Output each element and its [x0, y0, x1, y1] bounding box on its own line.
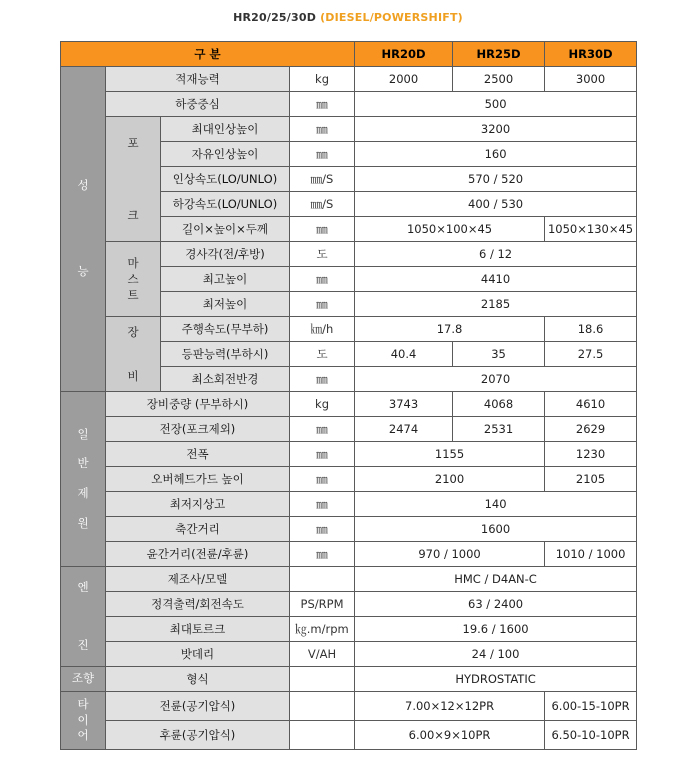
- table-row: [61, 542, 637, 567]
- value-hr20d: 2474: [355, 417, 453, 442]
- category-fork: 포 크: [106, 117, 161, 242]
- value-all: 1600: [355, 517, 637, 542]
- row-unit: ㎜: [290, 542, 355, 567]
- value-hr20d-hr25d: 7.00×12×12PR: [355, 692, 545, 721]
- spec-table: [60, 41, 637, 750]
- value-all: 160: [355, 142, 637, 167]
- row-unit: 도: [290, 342, 355, 367]
- value-hr30d: 1010 / 1000: [545, 542, 637, 567]
- row-label: 적재능력: [106, 67, 290, 92]
- row-label: 주행속도(무부하): [161, 317, 290, 342]
- row-label: 하중중심: [106, 92, 290, 117]
- value-all: 19.6 / 1600: [355, 617, 637, 642]
- value-hr25d: 2500: [453, 67, 545, 92]
- header-category: 구 분: [61, 42, 355, 67]
- value-all: 3200: [355, 117, 637, 142]
- table-row: [61, 442, 637, 467]
- row-label: 전폭: [106, 442, 290, 467]
- value-hr20d: 2000: [355, 67, 453, 92]
- row-unit: ㎜/S: [290, 167, 355, 192]
- value-hr30d: 2105: [545, 467, 637, 492]
- row-label: 후륜(공기압식): [106, 721, 290, 750]
- row-unit: ㎜: [290, 442, 355, 467]
- row-label: 밧데리: [106, 642, 290, 667]
- value-hr20d-hr25d: 17.8: [355, 317, 545, 342]
- row-unit: ㎜: [290, 417, 355, 442]
- row-unit: [290, 667, 355, 692]
- row-label: 축간거리: [106, 517, 290, 542]
- row-label: 제조사/모델: [106, 567, 290, 592]
- category-equipment: 장 비: [106, 317, 161, 392]
- value-all: 570 / 520: [355, 167, 637, 192]
- value-all: 2070: [355, 367, 637, 392]
- value-hr20d-hr25d: 1155: [355, 442, 545, 467]
- table-row: [61, 721, 637, 750]
- row-unit: ㎜: [290, 492, 355, 517]
- header-model-hr30d: HR30D: [545, 42, 637, 67]
- category-engine: 엔 진: [61, 567, 106, 667]
- value-hr20d-hr25d: 2100: [355, 467, 545, 492]
- category-steering: 조향: [61, 667, 106, 692]
- value-all: 500: [355, 92, 637, 117]
- row-unit: ㎏.m/rpm: [290, 617, 355, 642]
- value-hr20d: 3743: [355, 392, 453, 417]
- row-label: 자유인상높이: [161, 142, 290, 167]
- row-label: 오버헤드가드 높이: [106, 467, 290, 492]
- row-unit: kg: [290, 392, 355, 417]
- row-unit: ㎜: [290, 292, 355, 317]
- table-row: [61, 67, 637, 92]
- table-header-row: [61, 42, 637, 67]
- table-row: [61, 517, 637, 542]
- row-label: 정격출력/회전속도: [106, 592, 290, 617]
- row-label: 등판능력(부하시): [161, 342, 290, 367]
- value-all: 400 / 530: [355, 192, 637, 217]
- value-all: 4410: [355, 267, 637, 292]
- table-row: [61, 317, 637, 342]
- value-all: 2185: [355, 292, 637, 317]
- value-all: 63 / 2400: [355, 592, 637, 617]
- table-row: [61, 592, 637, 617]
- value-hr30d: 18.6: [545, 317, 637, 342]
- row-label: 인상속도(LO/UNLO): [161, 167, 290, 192]
- row-label: 전장(포크제외): [106, 417, 290, 442]
- value-hr20d-hr25d: 970 / 1000: [355, 542, 545, 567]
- table-row: [61, 642, 637, 667]
- row-label: 최대토르크: [106, 617, 290, 642]
- row-label: 장비중량 (무부하시): [106, 392, 290, 417]
- row-label: 경사각(전/후방): [161, 242, 290, 267]
- row-label: 최대인상높이: [161, 117, 290, 142]
- row-unit: PS/RPM: [290, 592, 355, 617]
- table-row: [61, 392, 637, 417]
- row-label: 길이×높이×두께: [161, 217, 290, 242]
- value-hr20d-hr25d: 1050×100×45: [355, 217, 545, 242]
- value-hr30d: 27.5: [545, 342, 637, 367]
- value-hr25d: 4068: [453, 392, 545, 417]
- header-model-hr25d: HR25D: [453, 42, 545, 67]
- value-all: 24 / 100: [355, 642, 637, 667]
- row-label: 최저높이: [161, 292, 290, 317]
- category-performance: 성 능: [61, 67, 106, 392]
- row-unit: ㎜: [290, 142, 355, 167]
- row-unit: [290, 721, 355, 750]
- table-row: [61, 567, 637, 592]
- page-title: [0, 11, 696, 24]
- model-subtitle: (DIESEL/POWERSHIFT): [320, 11, 463, 24]
- row-unit: ㎜/S: [290, 192, 355, 217]
- value-all: HYDROSTATIC: [355, 667, 637, 692]
- row-unit: [290, 567, 355, 592]
- value-hr30d: 4610: [545, 392, 637, 417]
- value-all: 6 / 12: [355, 242, 637, 267]
- row-unit: ㎜: [290, 367, 355, 392]
- row-unit: ㎜: [290, 117, 355, 142]
- table-row: [61, 417, 637, 442]
- table-row: [61, 492, 637, 517]
- value-hr30d: 3000: [545, 67, 637, 92]
- row-unit: [290, 692, 355, 721]
- table-row: [61, 92, 637, 117]
- row-label: 전륜(공기압식): [106, 692, 290, 721]
- row-label: 윤간거리(전륜/후륜): [106, 542, 290, 567]
- value-hr25d: 2531: [453, 417, 545, 442]
- row-unit: V/AH: [290, 642, 355, 667]
- table-row: [61, 117, 637, 142]
- row-unit: ㎜: [290, 517, 355, 542]
- value-hr30d: 2629: [545, 417, 637, 442]
- row-unit: ㎜: [290, 92, 355, 117]
- category-general: 일 반 제 원: [61, 392, 106, 567]
- row-unit: ㎞/h: [290, 317, 355, 342]
- table-row: [61, 242, 637, 267]
- row-unit: ㎜: [290, 217, 355, 242]
- row-unit: 도: [290, 242, 355, 267]
- row-label: 하강속도(LO/UNLO): [161, 192, 290, 217]
- model-title: HR20/25/30D: [233, 11, 317, 24]
- value-hr20d-hr25d: 6.00×9×10PR: [355, 721, 545, 750]
- header-model-hr20d: HR20D: [355, 42, 453, 67]
- table-row: [61, 617, 637, 642]
- row-unit: ㎜: [290, 467, 355, 492]
- row-label: 형식: [106, 667, 290, 692]
- value-hr25d: 35: [453, 342, 545, 367]
- value-hr20d: 40.4: [355, 342, 453, 367]
- row-label: 최저지상고: [106, 492, 290, 517]
- value-all: 140: [355, 492, 637, 517]
- value-hr30d: 6.00-15-10PR: [545, 692, 637, 721]
- value-all: HMC / D4AN-C: [355, 567, 637, 592]
- table-row: [61, 467, 637, 492]
- row-unit: ㎜: [290, 267, 355, 292]
- row-unit: kg: [290, 67, 355, 92]
- row-label: 최고높이: [161, 267, 290, 292]
- table-row: [61, 667, 637, 692]
- row-label: 최소회전반경: [161, 367, 290, 392]
- table-row: [61, 692, 637, 721]
- category-mast: 마 스 트: [106, 242, 161, 317]
- value-hr30d: 6.50-10-10PR: [545, 721, 637, 750]
- category-tire: 타 이 어: [61, 692, 106, 750]
- value-hr30d: 1050×130×45: [545, 217, 637, 242]
- value-hr30d: 1230: [545, 442, 637, 467]
